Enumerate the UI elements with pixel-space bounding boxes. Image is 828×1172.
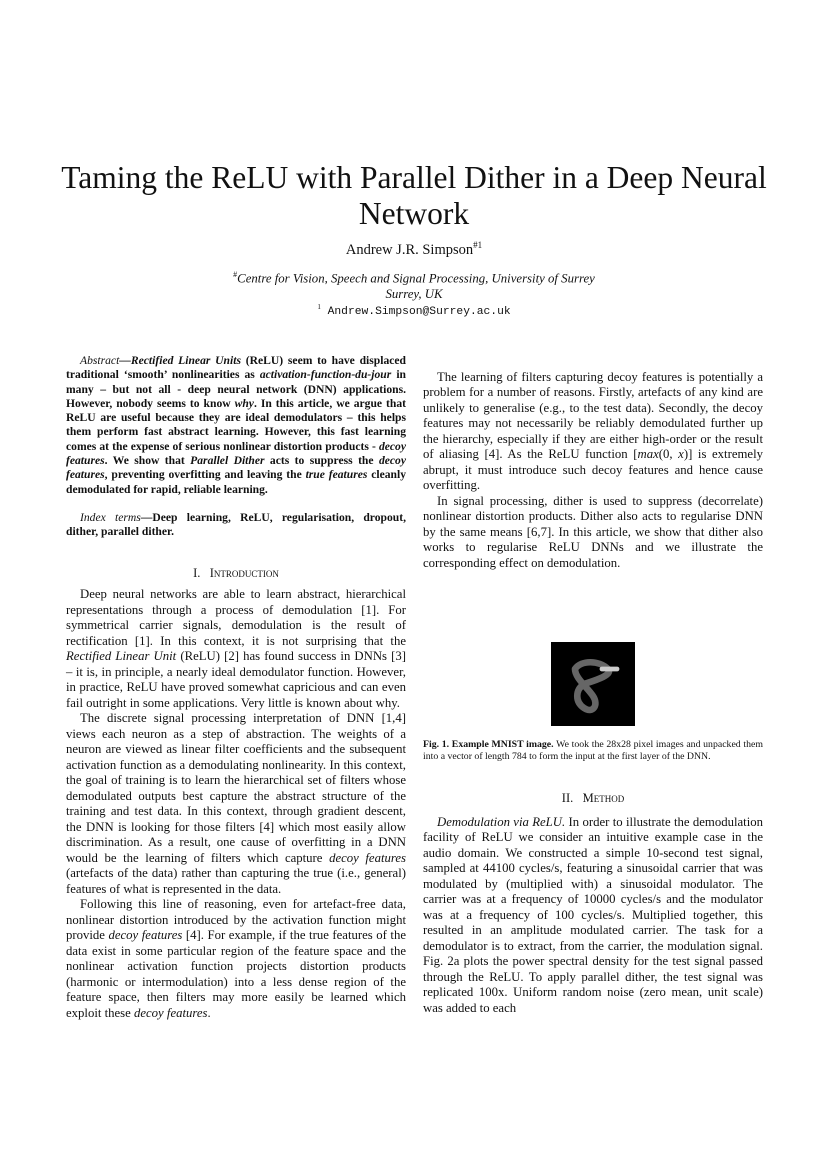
body-text: (artefacts of the data) rather than capturing the true (i.e., general) features of what is represented in the data. [66,866,406,896]
body-text: Demodulation via ReLU. [437,814,566,829]
abstract-text: in many – but not all - deep neural network (DNN) applications. However, nobody seems to know [66,368,406,410]
abstract [66,354,406,497]
figure-caption-text: We took the 28x28 pixel images and unpacked them into a vector of length 784 to form the input at the first layer of the DNN. [423,739,763,763]
abstract-text: Parallel Dither [190,454,265,468]
intro-paragraph [66,897,406,1021]
body-text: In order to illustrate the demodulation facility of ReLU we consider an intuitive example case in the audio domain. We constructed a simple 10-second test signal, sampled at 44100 cycles/s, featuring a sinusoidal carrier that was modulated by (multiplied with) a sinusoidal modulator. The carrier was at a frequency of 10000 cycles/s and the modulator was at a frequency of 100 cycles/s. Multiplied together, this resulted in an amplitude modulated carrier. The task for a demodulator is to extract, from the carrier, the modulation signal. Fig. 2a plots the power spectral density for the test signal passed through the ReLU. To apply parallel dither, the test signal was replicated 100x. Uniform random noise (zero mean, unit scale) was added to each [423,814,763,1015]
intro-paragraph-continued [423,354,763,370]
left-column [66,354,406,1021]
intro-paragraph [66,711,406,897]
abstract-text: cleanly demodulated for rapid, reliable learning. [66,468,406,496]
affiliation-line-1: Centre for Vision, Speech and Signal Processing, University of Surrey [237,271,595,286]
mnist-digit-image [551,642,635,726]
author-name: Andrew J.R. Simpson [345,241,474,258]
affiliation [0,267,828,302]
method-section [423,791,763,1016]
index-terms-label: Index terms [80,510,141,524]
section-heading-introduction [66,566,406,582]
index-terms [66,511,406,540]
body-text: max [637,447,659,461]
intro-paragraph [66,587,406,711]
intro-paragraph [423,370,763,494]
abstract-text: (ReLU) seem to have displaced traditional ‘smooth’ nonlinearities as [66,354,406,382]
email-superscript: 1 [317,303,321,311]
abstract-text: decoy features [66,454,406,482]
intro-paragraph [423,494,763,572]
method-paragraph [423,815,763,1017]
section-title: Introduction [209,565,279,580]
section-number: I. [193,565,201,580]
author-line [0,240,828,259]
abstract-text: why [234,396,254,410]
body-text: Deep neural networks are able to learn abstract, hierarchical representations through a process of demodulation [1]. For symmetrical carrier signals, demodulation is the result of rectification [1]. In this context, it is not surprising that the [66,587,406,648]
abstract-text: acts to suppress the [264,454,379,468]
author-email[interactable]: Andrew.Simpson@Surrey.ac.uk [327,305,511,318]
abstract-text: true features [305,468,368,482]
abstract-text: . In this article, we argue that ReLU are useful because they are ideal demodulators – this helps them perform fast abstract learning. However, this fast learning comes at the expense of serious nonlinear distortion products - [66,396,406,453]
body-text: decoy features [329,850,406,865]
email-line [0,303,828,318]
body-text: The discrete signal processing interpretation of DNN [1,4] views each neuron as a step of abstraction. The weights of a neuron are viewed as linear filter coefficients and the subsequent activation function as a demodulating nonlinearity. In this context, the goal of training is to learn the hierarchical set of filters whose demodulated outputs best capture the abstract structure of the training and test data. In this context, through gradient descent, the DNN is looking for those filters [4] which most easily allow discrimination. As a result, one cause of overfitting in a DNN would be the learning of filters which capture [66,711,406,865]
body-text: In signal processing, dither is used to suppress (decorrelate) nonlinear distortion products. Dither also acts to regularise DNN by the same means [6,7]. In this article, we show that dither also works to regularise ReLU DNNs and we illustrate the corresponding effect on demodulation. [423,493,763,570]
body-text: The learning of filters capturing decoy features is potentially a problem for a number of reasons. Firstly, artefacts of any kind are unlikely to generalise (e.g., to the test data). Secondly, the decoy features may not necessarily be reliably demodulated further up the hierarchy, especially if they are either high-order or the result of aliasing [4]. As the ReLU function [ [423,369,763,461]
body-text: (0, [658,447,679,461]
section-number: II. [561,791,574,805]
body-text: Rectified Linear Unit [66,649,177,664]
author-superscript: #1 [473,240,483,250]
section-title: Method [582,791,625,805]
body-text: [4]. For example, if the true features of the data exist in some particular region of the feature space and the nonlinear activation function projects distortion products (harmonic or intermodulation) into a less dense region of the feature space, then filters may more easily be learned which exploit these [66,928,407,1020]
abstract-text: decoy features [66,439,406,468]
figure-caption [423,739,763,763]
body-text: Following this line of reasoning, even for artefact-free data, nonlinear distortion introduced by the activation function might provide [66,897,406,943]
abstract-label: Abstract [80,354,120,367]
index-terms-text: —Deep learning, ReLU, regularisation, dropout, dither, parallel dither. [66,510,406,539]
body-text: decoy features [108,928,183,943]
body-text: x [678,447,684,461]
section-heading-method [423,791,763,807]
body-text: decoy features [133,1005,208,1020]
affiliation-superscript: # [233,270,238,279]
right-column [423,354,763,571]
figure-label: Fig. 1. Example MNIST image. [423,739,554,750]
affiliation-line-2: Surrey, UK [385,287,443,302]
abstract-text: —Rectified Linear Units [119,354,241,367]
paper-title: Taming the ReLU with Parallel Dither in a Deep Neural Network [61,160,767,231]
body-text: (ReLU) [2] has found success in DNNs [3] – it is, in principle, a nearly ideal demodulator function. However, in practice, ReLU have proved somewhat capricious and can even fail outright in some applications. Very little is known about why. [66,649,406,710]
abstract-text: . We show that [104,454,191,468]
body-text: . [207,1005,211,1020]
abstract-text: activation-function-du-jour [259,368,392,382]
body-text: )] is extremely abrupt, it must introduce such decoy features and hence cause overfitting. [423,447,763,492]
abstract-text: , preventing overfitting and leaving the [104,468,306,482]
